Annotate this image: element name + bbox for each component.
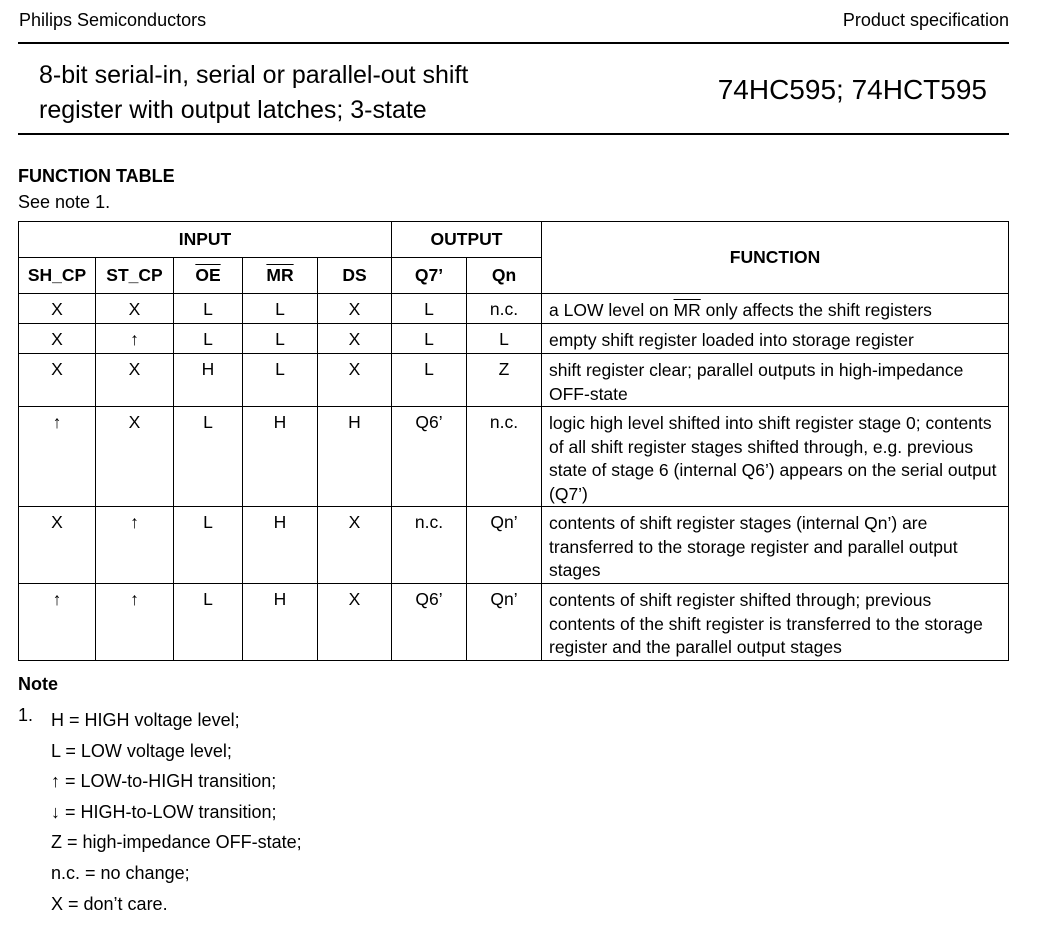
see-note: See note 1. — [18, 192, 111, 212]
cell-q7: L — [392, 294, 467, 324]
header-input-group: INPUT — [19, 222, 392, 258]
document-type: Product specification — [842, 10, 1009, 30]
cell-q7: Q6’ — [392, 584, 467, 661]
cell-qn: Qn’ — [467, 584, 542, 661]
function-text: a LOW level on — [549, 300, 674, 320]
col-sh-cp: SH_CP — [19, 258, 96, 294]
company-name: Philips Semiconductors — [19, 10, 207, 30]
cell-qn: n.c. — [467, 407, 542, 507]
title-line-1: 8-bit serial-in, serial or parallel-out shift — [39, 61, 469, 89]
cell-qn: Z — [467, 354, 542, 407]
cell-ds: X — [318, 584, 392, 661]
cell-oe: L — [174, 324, 243, 354]
col-mr — [243, 258, 318, 294]
col-q7: Q7’ — [392, 258, 467, 294]
cell-qn: n.c. — [467, 294, 542, 324]
cell-sh-cp: X — [19, 324, 96, 354]
cell-ds: X — [318, 354, 392, 407]
cell-function: contents of shift register shifted through; previous contents of the shift register is transferred to the storage register and the parallel output stages — [542, 584, 1009, 661]
cell-function: logic high level shifted into shift register stage 0; contents of all shift register stages shifted through, e.g. previous state of stage 6 (internal Q6’) appears on the serial output (Q7’) — [542, 407, 1009, 507]
cell-mr: L — [243, 324, 318, 354]
cell-function — [542, 294, 1009, 324]
cell-qn: Qn’ — [467, 507, 542, 584]
cell-oe: L — [174, 407, 243, 507]
cell-oe: L — [174, 294, 243, 324]
note-item: ↓ = HIGH-to-LOW transition; — [51, 801, 277, 822]
cell-ds: X — [318, 507, 392, 584]
cell-sh-cp: X — [19, 507, 96, 584]
cell-st-cp: ↑ — [96, 507, 174, 584]
cell-mr: H — [243, 507, 318, 584]
function-text: only affects the shift registers — [700, 300, 932, 320]
table-row — [19, 584, 1009, 661]
table-row — [19, 407, 1009, 507]
note-title: Note — [18, 674, 58, 694]
cell-q7: Q6’ — [392, 407, 467, 507]
table-row — [19, 354, 1009, 407]
cell-qn: L — [467, 324, 542, 354]
document-title — [39, 58, 468, 128]
cell-mr: H — [243, 407, 318, 507]
cell-st-cp: ↑ — [96, 324, 174, 354]
table-row — [19, 324, 1009, 354]
function-text-overline: $\overline{MR}$ — [673, 300, 701, 320]
cell-q7: n.c. — [392, 507, 467, 584]
note-item: L = LOW voltage level; — [51, 740, 232, 761]
cell-ds: H — [318, 407, 392, 507]
function-table — [18, 221, 1009, 661]
note-number: 1. — [18, 705, 34, 725]
cell-ds: X — [318, 324, 392, 354]
col-st-cp: ST_CP — [96, 258, 174, 294]
cell-sh-cp: X — [19, 354, 96, 407]
cell-sh-cp: ↑ — [19, 584, 96, 661]
header-rule-bottom — [18, 133, 1009, 135]
table-row — [19, 507, 1009, 584]
cell-sh-cp: ↑ — [19, 407, 96, 507]
cell-st-cp: X — [96, 407, 174, 507]
note-item: H = HIGH voltage level; — [51, 710, 240, 730]
cell-mr: L — [243, 354, 318, 407]
cell-mr: L — [243, 294, 318, 324]
cell-function: empty shift register loaded into storage register — [542, 324, 1009, 354]
table-row — [19, 294, 1009, 324]
col-oe-label: $\overline{OE}$ — [195, 265, 221, 285]
header-output-group: OUTPUT — [392, 222, 542, 258]
cell-st-cp: ↑ — [96, 584, 174, 661]
section-title: FUNCTION TABLE — [18, 166, 175, 186]
col-ds: DS — [318, 258, 392, 294]
note-list — [51, 705, 302, 919]
col-oe — [174, 258, 243, 294]
cell-st-cp: X — [96, 294, 174, 324]
cell-function: contents of shift register stages (internal Qn’) are transferred to the storage register and parallel output stages — [542, 507, 1009, 584]
note-item: n.c. = no change; — [51, 862, 190, 883]
part-numbers: 74HC595; 74HCT595 — [717, 74, 987, 105]
cell-q7: L — [392, 354, 467, 407]
title-line-2: register with output latches; 3-state — [39, 96, 427, 124]
note-item: Z = high-impedance OFF-state; — [51, 832, 302, 853]
cell-oe: H — [174, 354, 243, 407]
cell-st-cp: X — [96, 354, 174, 407]
cell-ds: X — [318, 294, 392, 324]
cell-sh-cp: X — [19, 294, 96, 324]
header-rule-top — [18, 42, 1009, 44]
cell-mr: H — [243, 584, 318, 661]
cell-oe: L — [174, 507, 243, 584]
note-item: X = don’t care. — [51, 893, 168, 914]
col-mr-label: $\overline{MR}$ — [266, 265, 294, 285]
note-item: ↑ = LOW-to-HIGH transition; — [51, 771, 277, 792]
cell-oe: L — [174, 584, 243, 661]
col-qn: Qn — [467, 258, 542, 294]
header-function: FUNCTION — [542, 222, 1009, 294]
cell-function: shift register clear; parallel outputs in high-impedance OFF-state — [542, 354, 1009, 407]
cell-q7: L — [392, 324, 467, 354]
